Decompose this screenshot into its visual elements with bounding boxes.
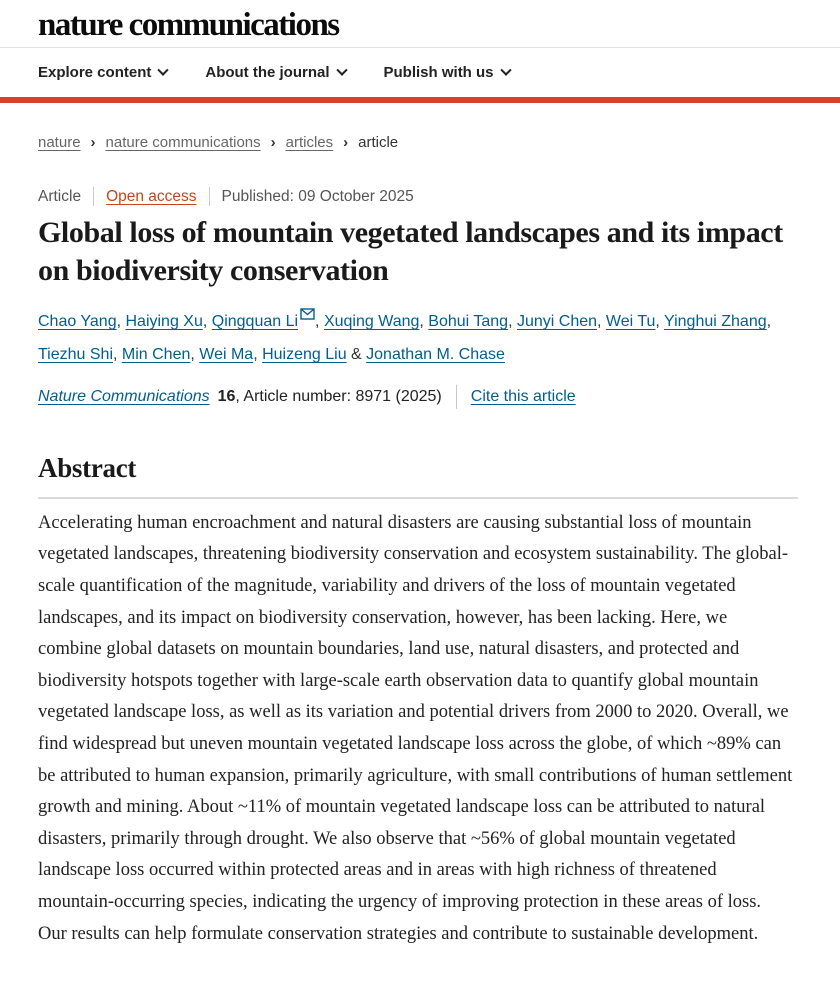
open-access-link[interactable]: Open access [106, 187, 197, 205]
author-separator: , [315, 313, 324, 331]
chevron-down-icon [500, 64, 511, 75]
article-type-label: Article [38, 187, 82, 205]
author-list [38, 306, 798, 372]
volume-number: 16 [217, 387, 236, 405]
main-nav [0, 48, 840, 97]
breadcrumb-item-nature-communications[interactable]: nature communications [105, 134, 261, 152]
author-separator: , [419, 313, 429, 331]
article-number-text: , Article number: 8971 (2025) [235, 387, 442, 405]
chevron-right-icon: › [270, 134, 276, 152]
breadcrumb-item-nature[interactable]: nature [38, 134, 81, 152]
breadcrumb [38, 134, 798, 151]
article-title: Global loss of mountain vegetated landscapes and its impact on biodiversity conservation [38, 216, 783, 287]
author-separator: , [253, 346, 263, 364]
journal-link[interactable]: Nature Communications [38, 387, 210, 405]
author-link[interactable]: Chao Yang [38, 313, 117, 331]
abstract-text: Accelerating human encroachment and natural disasters are causing substantial loss of mountain vegetated landscapes, threatening biodiversity conservation and ecosystem sustainability. The global-scale quantification of the magnitude, variability and drivers of the loss of mountain vegetated landscapes, and its impact on biodiversity conservation, however, has been lacking. Here, we combine global datasets on mountain boundaries, land use, natural disasters, and protected and biodiversity hotspots together with large-scale earth observation data to quantify global mountain vegetated landscape loss, as well as its variation and potential drivers from 2000 to 2020. Overall, we find widespread but uneven mountain vegetated landscape loss across the globe, of which ~89% can be attributed to human expansion, primarily agriculture, with small contributions of human settlement growth and mining. About ~11% of mountain vegetated landscape loss can be attributed to natural disasters, primarily through drought. We also observe that ~56% of global mountain vegetated landscape loss occurred within protected areas and in areas with high richness of threatened mountain-occurring species, indicating the urgency of improving protection in these areas of loss. Our results can help formulate conservation strategies and contribute to sustainable development. [38, 512, 793, 944]
meta-divider [93, 187, 94, 206]
meta-divider [209, 187, 210, 206]
chevron-down-icon [158, 64, 169, 75]
article-meta-line [38, 187, 798, 206]
author-separator: , [202, 313, 212, 331]
chevron-right-icon: › [90, 134, 96, 152]
nav-item-label: About the journal [205, 64, 330, 82]
author-link[interactable]: Bohui Tang [428, 313, 509, 331]
published-date-label: Published: 09 October 2025 [221, 187, 414, 205]
author-link[interactable]: Huizeng Liu [262, 346, 347, 364]
nav-item-label: Explore content [38, 64, 152, 82]
author-separator: , [766, 313, 772, 331]
nav-item-about-the-journal[interactable] [205, 64, 345, 81]
journal-citation-line [38, 385, 798, 409]
author-link[interactable]: Wei Tu [605, 313, 656, 331]
abstract-divider [38, 497, 798, 499]
breadcrumb-item-articles[interactable]: articles [285, 134, 334, 152]
author-link[interactable]: Qingquan Li [211, 313, 299, 331]
author-separator: , [597, 313, 606, 331]
breadcrumb-item-article: article [358, 134, 399, 152]
article-page [0, 134, 840, 950]
nav-item-label: Publish with us [383, 64, 494, 82]
author-link[interactable]: Yinghui Zhang [664, 313, 767, 331]
email-envelope-icon[interactable] [300, 308, 315, 320]
journal-logo[interactable]: nature communications [38, 7, 339, 43]
author-link[interactable]: Wei Ma [199, 346, 254, 364]
author-link[interactable]: Haiying Xu [125, 313, 203, 331]
author-link[interactable]: Min Chen [121, 346, 191, 364]
author-separator: , [113, 346, 122, 364]
author-separator: & [346, 346, 367, 364]
abstract-heading: Abstract [38, 452, 137, 483]
cite-this-article-link[interactable]: Cite this article [470, 387, 576, 405]
chevron-down-icon [336, 64, 347, 75]
author-separator: , [116, 313, 126, 331]
chevron-right-icon: › [343, 134, 349, 152]
author-link[interactable]: Junyi Chen [516, 313, 598, 331]
author-link[interactable]: Jonathan M. Chase [366, 346, 505, 364]
author-separator: , [190, 346, 200, 364]
author-link[interactable]: Xuqing Wang [323, 313, 420, 331]
author-link[interactable]: Tiezhu Shi [38, 346, 113, 364]
author-separator: , [655, 313, 665, 331]
author-separator: , [508, 313, 517, 331]
nav-item-explore-content[interactable] [38, 64, 167, 81]
nav-item-publish-with-us[interactable] [384, 64, 510, 81]
citation-divider [456, 385, 457, 409]
site-header [0, 0, 840, 48]
brand-red-bar [0, 97, 840, 103]
